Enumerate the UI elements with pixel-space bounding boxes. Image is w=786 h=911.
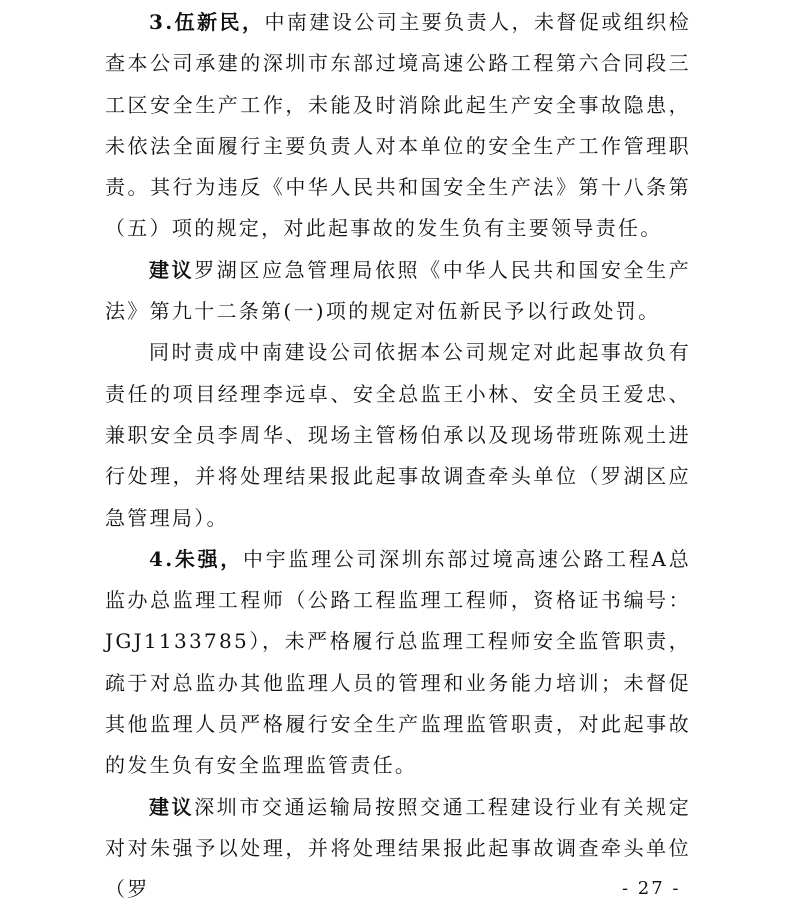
- paragraph-lead: 建议: [149, 794, 195, 819]
- paragraph-wu-xinmin-recommendation: [105, 250, 691, 333]
- document-body: [105, 0, 691, 911]
- paragraph-wu-xinmin-responsibility: [105, 2, 691, 250]
- page-number: - 27 -: [622, 878, 681, 899]
- paragraph-text: 中南建设公司主要负责人，未督促或组织检查本公司承建的深圳市东部过境高速公路工程第六合同段三工区安全生产工作，未能及时消除此起生产安全事故隐患，未依法全面履行主要负责人对本单位的安全生产工作管理职责。其行为违反《中华人民共和国安全生产法》第十八条第（五）项的规定，对此起事故的发生负有主要领导责任。: [105, 10, 691, 241]
- paragraph-text: 中宇监理公司深圳东部过境高速公路工程A总监办总监理工程师（公路工程监理工程师，资格证书编号：JGJ1133785），未严格履行总监理工程师安全监管职责，疏于对总监办其他监理人员的管理和业务能力培训；未督促其他监理人员严格履行安全生产监理监管职责，对此起事故的发生负有安全监理监管责任。: [105, 546, 691, 778]
- paragraph-text: 深圳市交通运输局按照交通工程建设行业有关规定对对朱强予以处理，并将处理结果报此起事故调查牵头单位（罗: [105, 794, 691, 902]
- paragraph-lead: 3.伍新民，: [149, 10, 265, 34]
- paragraph-zhu-qiang-responsibility: [105, 539, 691, 787]
- paragraph-zhu-qiang-recommendation: [105, 787, 691, 911]
- paragraph-lead: 4.朱强，: [149, 546, 243, 571]
- paragraph-text: 罗湖区应急管理局依照《中华人民共和国安全生产法》第九十二条第(一)项的规定对伍新民予以行政处罚。: [105, 257, 691, 324]
- paragraph-text: 同时责成中南建设公司依据本公司规定对此起事故负有责任的项目经理李远卓、安全总监王小林、安全员王爱忠、兼职安全员李周华、现场主管杨伯承以及现场带班陈观土进行处理，并将处理结果报此起事故调查牵头单位（罗湖区应急管理局）。: [105, 340, 691, 530]
- paragraph-company-handling: [105, 332, 691, 538]
- paragraph-lead: 建议: [149, 257, 195, 282]
